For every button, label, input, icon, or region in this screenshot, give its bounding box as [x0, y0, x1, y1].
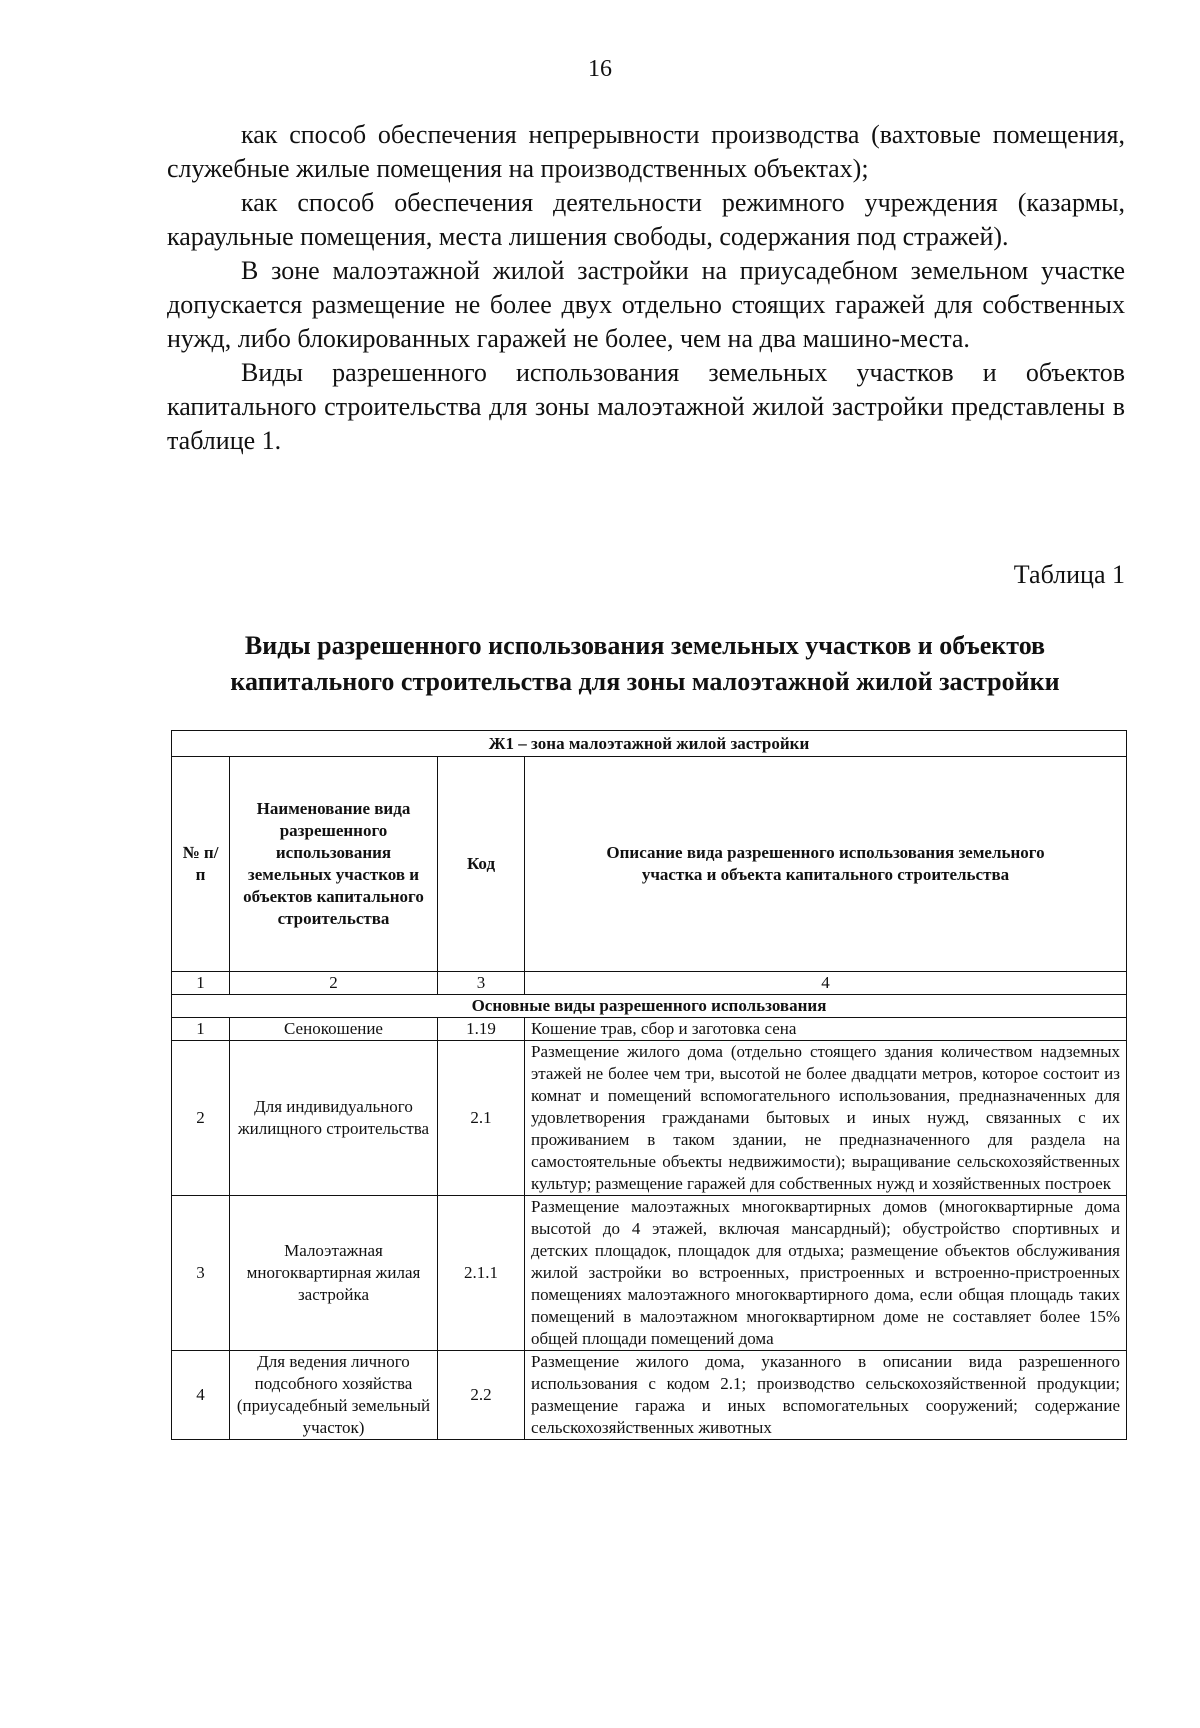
header-name: Наименование вида разрешенного использования земельных участков и объектов капитального строительства	[230, 757, 438, 972]
table-row	[172, 1351, 1127, 1440]
column-number: 4	[525, 972, 1127, 995]
paragraph: Виды разрешенного использования земельных участков и объектов капитального строительства для зоны малоэтажной жилой застройки представлены в таблице 1.	[167, 358, 1125, 455]
row-name: Сенокошение	[230, 1018, 438, 1041]
header-num: № п/п	[172, 757, 230, 972]
paragraph: как способ обеспечения непрерывности производства (вахтовые помещения, служебные жилые помещения на производственных объектах);	[167, 120, 1125, 183]
header-code: Код	[438, 757, 525, 972]
table-row	[172, 1018, 1127, 1041]
section-header: Основные виды разрешенного использования	[172, 995, 1127, 1018]
row-description: Размещение малоэтажных многоквартирных домов (многоквартирные дома высотой до 4 этажей, включая мансардный); обустройство спортивных и детских площадок, площадок для отдыха; размещение объектов обслуживания жилой застройки во встроенных, пристроенных и встроенно-пристроенных помещениях малоэтажного многоквартирного дома, если общая площадь таких помещений в малоэтажном многоквартирном доме не составляет более 15% общей площади помещений дома	[525, 1196, 1127, 1351]
row-description: Кошение трав, сбор и заготовка сена	[525, 1018, 1127, 1041]
body-text	[167, 118, 1125, 458]
row-num: 1	[172, 1018, 230, 1041]
column-number: 2	[230, 972, 438, 995]
table-row	[172, 1041, 1127, 1196]
row-description: Размещение жилого дома (отдельно стоящего здания количеством надземных этажей не более чем три, высотой не более двадцати метров, которое состоит из комнат и помещений вспомогательного использования, предназначенных для удовлетворения гражданами бытовых и иных нужд, связанных с их проживанием в таком здании, не предназначенного для раздела на самостоятельные объекты недвижимости); выращивание сельскохозяйственных культур; размещение гаражей для собственных нужд и хозяйственных построек	[525, 1041, 1127, 1196]
header-description: Описание вида разрешенного использования земельного участка и объекта капитального строительства	[525, 757, 1127, 972]
row-num: 2	[172, 1041, 230, 1196]
row-num: 3	[172, 1196, 230, 1351]
section-header-row	[172, 995, 1127, 1018]
row-code: 2.1	[438, 1041, 525, 1196]
row-name: Малоэтажная многоквартирная жилая застройка	[230, 1196, 438, 1351]
row-num: 4	[172, 1351, 230, 1440]
column-number-row	[172, 972, 1127, 995]
table-title-line: капитального строительства для зоны малоэтажной жилой застройки	[230, 667, 1060, 696]
table-title-line: Виды разрешенного использования земельных участков и объектов	[244, 631, 1046, 660]
land-use-table	[171, 730, 1127, 1440]
table-title	[150, 628, 1140, 700]
column-number: 1	[172, 972, 230, 995]
row-name: Для индивидуального жилищного строительства	[230, 1041, 438, 1196]
zone-header: Ж1 – зона малоэтажной жилой застройки	[172, 731, 1127, 757]
row-code: 2.1.1	[438, 1196, 525, 1351]
row-code: 2.2	[438, 1351, 525, 1440]
paragraph: В зоне малоэтажной жилой застройки на приусадебном земельном участке допускается размещение не более двух отдельно стоящих гаражей для собственных нужд, либо блокированных гаражей не более, чем на два машино-места.	[167, 256, 1125, 353]
paragraph: как способ обеспечения деятельности режимного учреждения (казармы, караульные помещения, места лишения свободы, содержания под стражей).	[167, 188, 1125, 251]
table-row	[172, 1196, 1127, 1351]
row-name: Для ведения личного подсобного хозяйства (приусадебный земельный участок)	[230, 1351, 438, 1440]
column-header-row	[172, 757, 1127, 972]
table-caption: Таблица 1	[1013, 560, 1125, 589]
row-code: 1.19	[438, 1018, 525, 1041]
row-description: Размещение жилого дома, указанного в описании вида разрешенного использования с кодом 2.1; производство сельскохозяйственной продукции; размещение гаража и иных вспомогательных сооружений; содержание сельскохозяйственных животных	[525, 1351, 1127, 1440]
column-number: 3	[438, 972, 525, 995]
zone-header-row	[172, 731, 1127, 757]
page-number: 16	[588, 56, 612, 82]
